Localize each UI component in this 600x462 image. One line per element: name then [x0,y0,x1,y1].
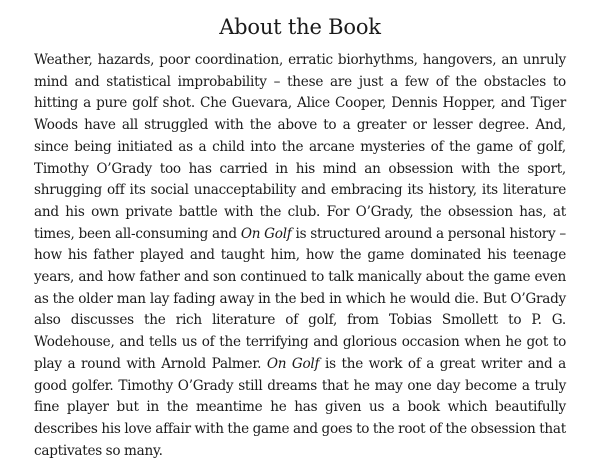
paragraph-text-part-1: Weather, hazards, poor coordination, erratic biorhythms, hangovers, an unruly mind and statistical improbability – these are just a few of the obstacles to hitting a pure golf shot. Che Guevara, Alice Cooper, Dennis Hopper, and Tiger Woods have all struggled with the above to a greater or lesser degree. And, since being initiated as a child into the arcane mysteries of the game of golf, Timothy O’Grady too has carried in his mind an obsession with the sport, shrugging off its social unacceptability and embracing its history, its literature and his own private battle with the club. For O’Grady, the obsession has, at times, been all-consuming and [34,52,566,242]
paragraph-text-part-2: is structured around a personal history – how his father played and taught him, how the game dominated his teenage years, and how father and son continued to talk manically about the game even as the older man lay fading away in the bed in which he would die. But O’Grady also discusses the rich literature of golf, from Tobias Smollett to P. G. Wodehouse, and tells us of the terrifying and glorious occasion when he got to play a round with Arnold Palmer. [34,225,566,372]
paragraph-text-part-3: is the work of a great writer and a good golfer. Timothy O’Grady still dreams that he may one day become a truly fine player but in the meantime he has given us a book which beautifully describes his love affair with the game and goes to the root of the obsession that captivates so many. [34,355,566,459]
book-title-italic-1: On Golf [240,225,292,242]
description-paragraph [34,50,566,462]
page-title: About the Book [219,15,381,39]
book-title-italic-2: On Golf [266,355,320,372]
